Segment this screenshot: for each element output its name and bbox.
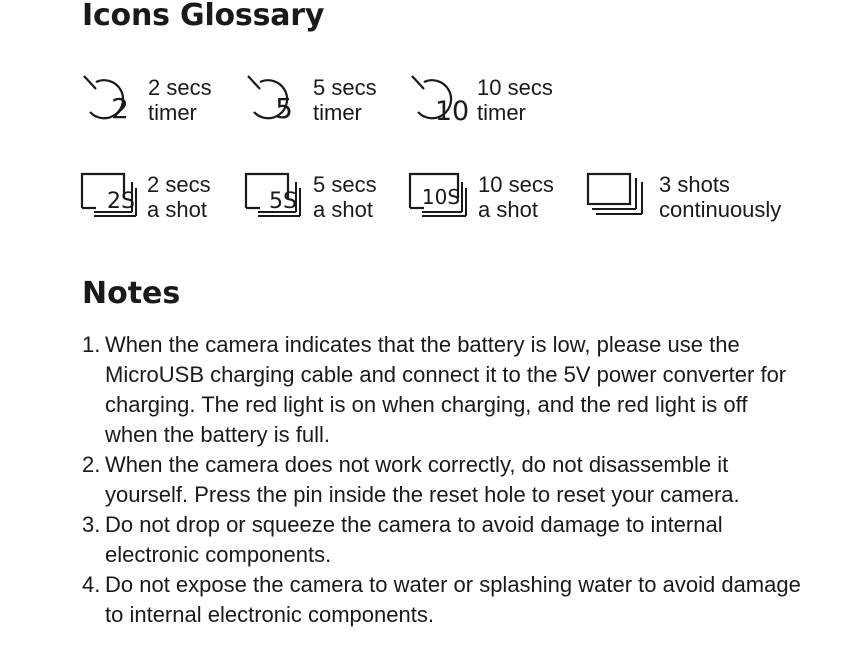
- svg-text:5S: 5S: [269, 189, 297, 214]
- glossary-item-timer-10s: [410, 74, 553, 125]
- svg-text:5: 5: [275, 92, 293, 122]
- glossary-item-interval-2s: [80, 172, 211, 222]
- note-number: 2.: [82, 452, 101, 477]
- timer-2s-label-line1: 2 secs: [148, 75, 212, 100]
- timer-5s-label-line2: timer: [313, 100, 362, 125]
- note-text: When the camera indicates that the battery is low, please use the MicroUSB charging cable and connect it to the 5V power converter for charging. The red light is on when charging, and the red light is off when the battery is full.: [105, 332, 787, 447]
- note-text: Do not expose the camera to water or splashing water to avoid damage to internal electronic components.: [105, 572, 801, 627]
- interval-2s-icon: [80, 172, 140, 218]
- glossary-item-interval-5s: [244, 172, 377, 222]
- timer-5s-label-line1: 5 secs: [313, 75, 377, 100]
- glossary-item-timer-5s: [246, 74, 377, 125]
- burst-3-shots-label-line1: 3 shots: [659, 172, 730, 197]
- note-number: 3.: [82, 512, 101, 537]
- svg-text:2: 2: [111, 92, 129, 122]
- note-item: [82, 570, 802, 630]
- svg-text:10S: 10S: [421, 185, 461, 209]
- note-number: 1.: [82, 332, 101, 357]
- interval-10s-label-line1: 10 secs: [478, 172, 554, 197]
- timer-2s-label-line2: timer: [148, 100, 197, 125]
- svg-text:10: 10: [434, 96, 470, 122]
- timer-10s-label-line1: 10 secs: [477, 75, 553, 100]
- note-item: [82, 510, 802, 570]
- interval-2s-label-line1: 2 secs: [147, 172, 211, 197]
- note-text: When the camera does not work correctly, do not disassemble it yourself. Press the pin inside the reset hole to reset your camera.: [105, 452, 740, 507]
- glossary-item-timer-2s: [82, 74, 212, 125]
- timer-5s-icon: [246, 74, 298, 122]
- burst-3-shots-icon: [586, 172, 646, 218]
- glossary-item-interval-10s: [408, 172, 554, 222]
- interval-5s-icon: [244, 172, 304, 218]
- interval-5s-label-line2: a shot: [313, 197, 373, 222]
- interval-10s-icon: [408, 172, 468, 218]
- burst-3-shots-label-line2: continuously: [659, 197, 782, 222]
- notes-title: Notes: [82, 276, 181, 311]
- svg-text:2S: 2S: [107, 189, 135, 214]
- timer-10s-icon: [410, 74, 470, 122]
- glossary-title: Icons Glossary: [82, 0, 325, 33]
- timer-2s-icon: [82, 74, 134, 122]
- interval-2s-label-line2: a shot: [147, 197, 207, 222]
- note-item: [82, 450, 802, 510]
- note-item: [82, 330, 802, 450]
- notes-list: [82, 330, 802, 630]
- interval-5s-label-line1: 5 secs: [313, 172, 377, 197]
- interval-10s-label-line2: a shot: [478, 197, 538, 222]
- glossary-item-burst-3-shots: [586, 172, 781, 222]
- note-text: Do not drop or squeeze the camera to avoid damage to internal electronic components.: [105, 512, 723, 567]
- timer-10s-label-line2: timer: [477, 100, 526, 125]
- note-number: 4.: [82, 572, 101, 597]
